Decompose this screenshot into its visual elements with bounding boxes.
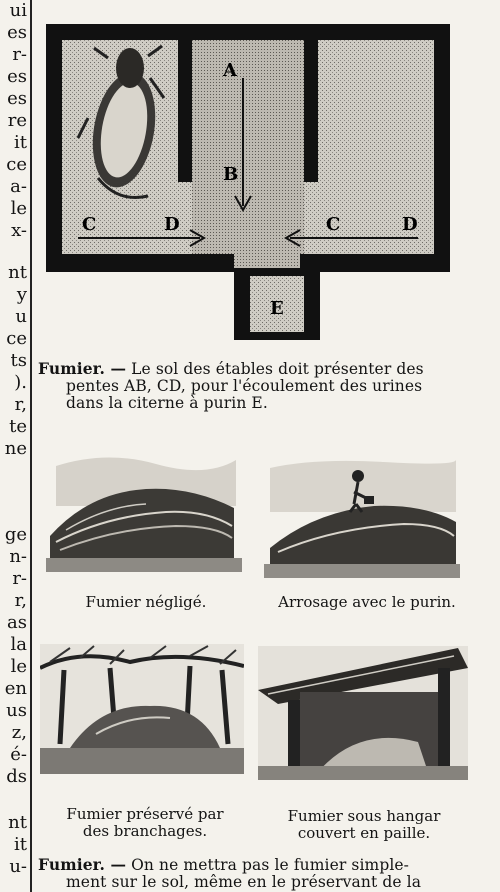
left-column-fragment: ts (10, 350, 27, 371)
left-column-fragment: es (7, 88, 27, 109)
left-column-fragment: nt (8, 262, 27, 283)
label-c-right: C (326, 214, 341, 235)
left-column-fragment: ne (4, 438, 27, 459)
left-column-fragment: ce (6, 154, 27, 175)
label-a: A (223, 60, 237, 81)
left-column-fragment: es (7, 22, 27, 43)
left-column-fragment: nt (8, 812, 27, 833)
caption-hangar-line-1: Fumier sous hangar (287, 807, 441, 825)
label-e: E (270, 298, 284, 319)
caption-preserve-line-1: Fumier préservé par (66, 805, 224, 823)
stable-floor-plan (38, 18, 458, 348)
left-column-fragment: y (16, 284, 27, 305)
left-column-fragment: r, (14, 590, 27, 611)
left-column-fragment: z, (11, 722, 27, 743)
caption-preserve-line-2: des branchages. (82, 822, 208, 840)
left-column-fragment: ge (4, 524, 27, 545)
left-column-fragment: u- (9, 856, 27, 877)
caption-line-1: Le sol des étables doit présenter des (126, 360, 424, 378)
left-column-fragment: ds (6, 766, 27, 787)
bottom-caption-lead: Fumier. — (38, 855, 127, 874)
bottom-caption-line-1: On ne mettra pas le fumier simple- (126, 856, 410, 874)
left-column-fragment: ce (6, 328, 27, 349)
left-column-fragment: us (6, 700, 27, 721)
left-column-fragment: it (14, 834, 27, 855)
caption-hangar (258, 808, 470, 842)
caption-line-2: pentes AB, CD, pour l'écoulement des urines (66, 377, 423, 395)
left-column-fragment: n- (9, 546, 27, 567)
left-column-fragment: x- (11, 220, 27, 241)
left-column-fragment: r, (14, 394, 27, 415)
column-rule (30, 0, 32, 892)
caption-arrosage: Arrosage avec le purin. (278, 593, 456, 611)
left-column-fragment: te (9, 416, 27, 437)
label-d-right: D (402, 214, 418, 235)
plan-caption (38, 360, 468, 412)
shed-covered-manure-illustration (258, 646, 468, 780)
left-column-fragment: le (10, 656, 27, 677)
left-column-fragment: it (14, 132, 27, 153)
left-column-fragment: en (4, 678, 27, 699)
left-column-fragment: le (10, 198, 27, 219)
caption-preserve (42, 806, 248, 840)
left-column-fragment: a- (10, 176, 27, 197)
caption-line-3: dans la citerne à purin E. (66, 394, 268, 412)
left-column-fragment: la (10, 634, 27, 655)
left-column-fragment: as (7, 612, 27, 633)
left-column-fragment: r- (12, 568, 27, 589)
left-column-fragment: es (7, 66, 27, 87)
left-column-fragment: ui (9, 0, 27, 21)
bottom-caption-line-2: ment sur le sol, même en le préservant de la (66, 873, 422, 891)
left-column-fragment: ). (14, 372, 27, 393)
caption-lead: Fumier. — (38, 359, 127, 378)
bottom-caption (38, 856, 468, 891)
left-column-fragment: r- (12, 44, 27, 65)
label-b: B (223, 164, 239, 185)
branch-covered-manure-illustration (40, 644, 244, 774)
left-column-fragment: u (15, 306, 27, 327)
caption-neglige: Fumier négligé. (85, 593, 207, 611)
left-column-fragment: re (7, 110, 27, 131)
watering-manure-illustration (264, 452, 460, 578)
neglected-manure-illustration (46, 446, 242, 572)
label-c-left: C (82, 214, 97, 235)
caption-hangar-line-2: couvert en paille. (297, 824, 431, 842)
left-column-fragments (0, 0, 30, 892)
left-column-fragment: é- (10, 744, 27, 765)
label-d-left: D (164, 214, 180, 235)
